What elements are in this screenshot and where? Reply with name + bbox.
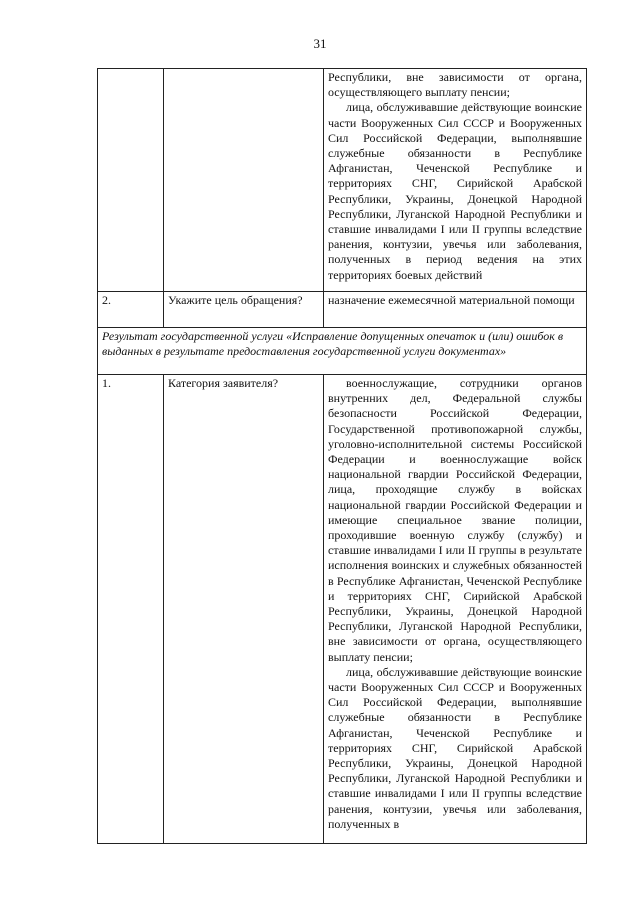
page-number: 31 <box>313 36 327 51</box>
question-cell <box>164 69 324 292</box>
answer-paragraph: лица, обслуживавшие действующие воинские части Вооруженных Сил СССР и Вооруженных Сил Российской Федерации, выполнявшие служебные обязанности в Республике Афганистан, Чеченской Республике и территориях СНГ, Сирийской Арабской Республики, Украины, Донецкой Народной Республики, Луганской Народной Республики и ставшие инвалидами I или II группы вследствие ранения, контузии, увечья или заболевания, полученных в <box>328 664 582 831</box>
answer-cell <box>324 69 587 292</box>
table-row-category <box>98 375 587 844</box>
question-text: Категория заявителя? <box>164 375 324 844</box>
row-number: 2. <box>98 292 164 328</box>
answer-paragraph: лица, обслуживавшие действующие воинские части Вооруженных Сил СССР и Вооруженных Сил Российской Федерации, выполнявшие служебные обязанности в Республике Афганистан, Чеченской Республике и территориях СНГ, Сирийской Арабской Республики, Украины, Донецкой Народной Республики, Луганской Народной Республики и ставшие инвалидами I или II группы вследствие ранения, контузии, увечья или заболевания, полученных в период ведения на этих территориях боевых действий <box>328 100 582 282</box>
section-title: Результат государственной услуги «Исправление допущенных опечаток и (или) ошибок в выданных в результате предоставления государственной услуги документах» <box>98 328 587 375</box>
question-text: Укажите цель обращения? <box>164 292 324 328</box>
table-row-purpose <box>98 292 587 328</box>
answer-cell <box>324 375 587 844</box>
answer-text: назначение ежемесячной материальной помощи <box>324 292 587 328</box>
row-number: 1. <box>98 375 164 844</box>
section-heading-row <box>98 328 587 375</box>
requirements-table <box>97 68 587 844</box>
table-row-continuation <box>98 69 587 292</box>
answer-paragraph: военнослужащие, сотрудники органов внутренних дел, Федеральной службы безопасности Российской Федерации, Государственной противопожарной службы, уголовно-исполнительной системы Российской Федерации и военнослужащие войск национальной гвардии Российской Федерации, лица, проходящие службу в войсках национальной гвардии Российской Федерации и имеющие специальное звание полиции, проходившие военную службу (службу) и ставшие инвалидами I или II группы в результате исполнения воинских и служебных обязанностей в Республике Афганистан, Чеченской Республике и территориях СНГ, Сирийской Арабской Республики, Украины, Донецкой Народной Республики, Луганской Народной Республики, вне зависимости от органа, осуществляющего выплату пенсии; <box>328 376 582 664</box>
answer-paragraph: Республики, вне зависимости от органа, осуществляющего выплату пенсии; <box>328 70 582 100</box>
row-number-cell <box>98 69 164 292</box>
